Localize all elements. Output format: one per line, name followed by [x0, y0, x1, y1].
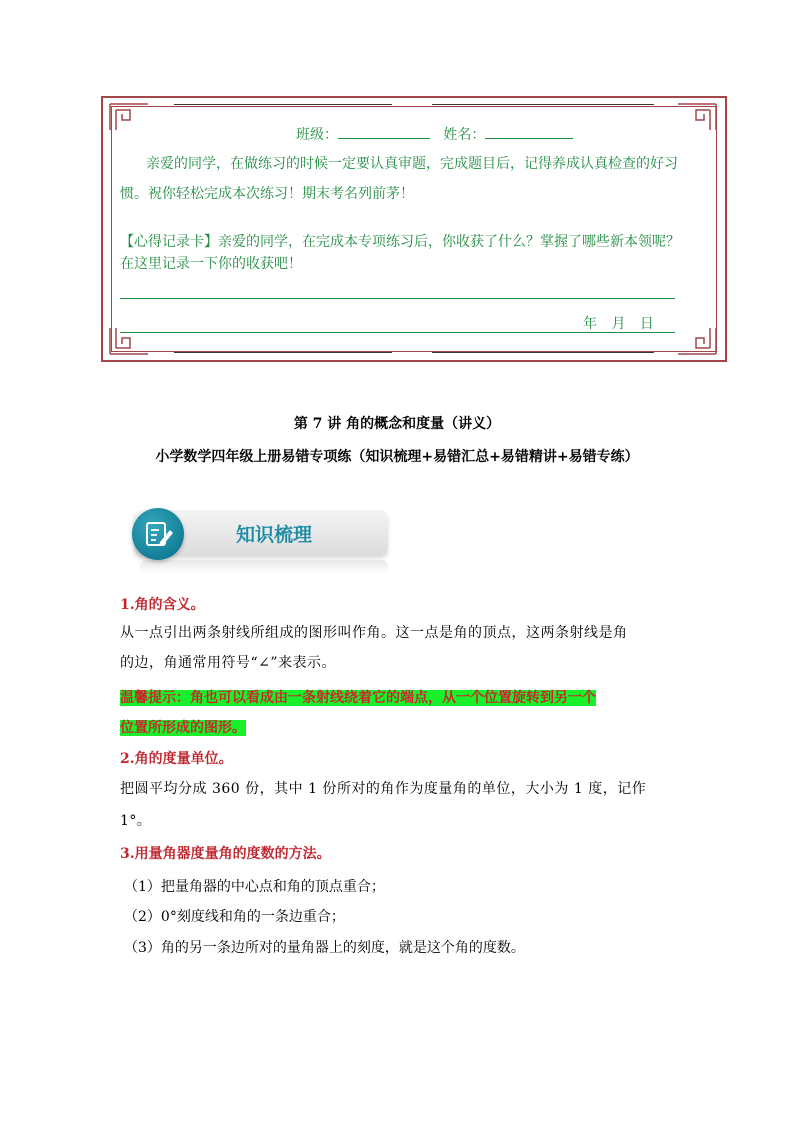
class-field[interactable]: [338, 124, 430, 139]
frame-top-line-right: [432, 104, 654, 105]
record-card-line-2: 在这里记录一下你的收获吧！: [120, 256, 302, 272]
section-3-step-2: （2）0°刻度线和角的一条边重合；: [124, 909, 345, 925]
banner-icon-circle: [132, 508, 184, 560]
record-card-line-1: 【心得记录卡】亲爱的同学，在完成本专项练习后，你收获了什么？掌握了哪些新本领呢？: [120, 234, 680, 250]
tip-line-2: [120, 717, 246, 737]
lesson-subtitle: 小学数学四年级上册易错专项练（知识梳理+易错汇总+易错精讲+易错专练）: [155, 449, 639, 465]
corner-ornament-top-left: [108, 100, 156, 136]
tip-line-2-text: 位置所形成的图形。: [120, 720, 246, 736]
corner-ornament-bottom-right: [670, 322, 718, 358]
corner-ornament-top-right: [670, 100, 718, 136]
class-label: 班级：: [296, 127, 338, 143]
section-3-step-1: （1）把量角器的中心点和角的顶点重合；: [124, 879, 385, 895]
lesson-title: 第 7 讲 角的概念和度量（讲义）: [293, 416, 501, 432]
record-write-line-1[interactable]: [120, 298, 675, 299]
section-2-line-1: 把圆平均分成 360 份，其中 1 份所对的角作为度量角的单位，大小为 1 度，记作: [120, 781, 647, 797]
greeting-line-2: 惯。祝你轻松完成本次练习！期末考名列前茅！: [120, 186, 414, 202]
corner-ornament-bottom-left: [108, 322, 156, 358]
name-field[interactable]: [485, 124, 573, 139]
greeting-line-1: 亲爱的同学，在做练习的时候一定要认真审题，完成题目后，记得养成认真检查的好习: [146, 156, 678, 172]
banner-title: 知识梳理: [236, 524, 313, 546]
section-1-heading: 1.角的含义。: [120, 597, 205, 613]
section-1-line-1: 从一点引出两条射线所组成的图形叫作角。这一点是角的顶点，这两条射线是角: [120, 625, 628, 641]
section-2-heading: 2.角的度量单位。: [120, 751, 233, 767]
section-3-heading: 3.用量角器度量角的度数的方法。: [120, 846, 331, 862]
frame-top-line-left: [174, 104, 392, 105]
frame-bottom-line-left: [174, 352, 392, 353]
section-1-line-2: 的边，角通常用符号“∠”来表示。: [120, 655, 337, 671]
section-2-line-2: 1°。: [120, 813, 152, 829]
name-label: 姓名：: [443, 127, 486, 143]
class-name-row: [296, 124, 573, 145]
section-3-step-3: （3）角的另一条边所对的量角器上的刻度，就是这个角的度数。: [124, 940, 525, 956]
tip-line-1: [120, 687, 596, 707]
tip-line-1-text: 温馨提示：角也可以看成由一条射线绕着它的端点，从一个位置旋转到另一个: [120, 690, 596, 706]
date-label: 年 月 日: [583, 316, 654, 332]
notepad-pencil-icon: [132, 508, 184, 560]
banner-reflection: [140, 560, 388, 574]
frame-bottom-line-right: [432, 352, 654, 353]
